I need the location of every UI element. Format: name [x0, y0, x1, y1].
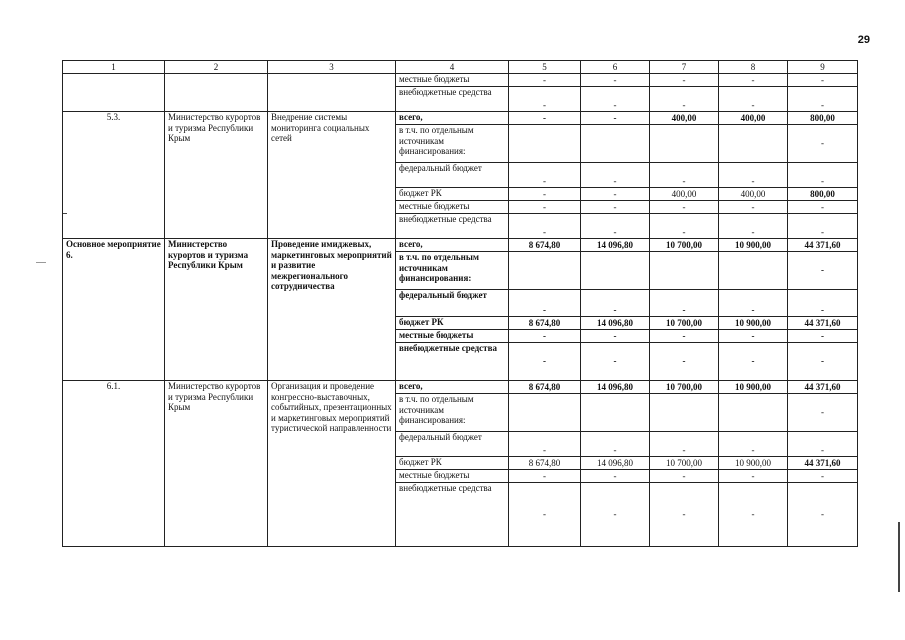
value-cell: - [581, 112, 650, 125]
value-cell [581, 252, 650, 290]
index-cell: 5.3. [63, 112, 165, 239]
value-cell: - [509, 432, 581, 457]
value-cell: 8 674,80 [509, 239, 581, 252]
value-cell: 44 371,60 [788, 317, 858, 330]
value-cell: - [788, 74, 858, 87]
value-cell: - [509, 188, 581, 201]
value-cell: - [581, 330, 650, 343]
value-cell: - [650, 201, 719, 214]
value-cell: - [650, 432, 719, 457]
organization-cell: Министерство курортов и туризма Республики Крым [165, 381, 268, 547]
value-cell: 10 700,00 [650, 381, 719, 394]
value-cell: - [788, 163, 858, 188]
source-label: внебюджетные средства [396, 87, 509, 112]
value-cell: - [581, 87, 650, 112]
header-row [63, 61, 858, 74]
source-label: всего, [396, 112, 509, 125]
value-cell: - [788, 125, 858, 163]
value-cell: - [788, 394, 858, 432]
value-cell: 14 096,80 [581, 239, 650, 252]
header-cell: 2 [165, 61, 268, 74]
value-cell: - [719, 163, 788, 188]
value-cell: - [509, 163, 581, 188]
value-cell: 400,00 [650, 188, 719, 201]
value-cell: - [650, 87, 719, 112]
value-cell: - [719, 432, 788, 457]
source-label: всего, [396, 239, 509, 252]
budget-table [62, 60, 858, 547]
page-number: 29 [857, 34, 870, 46]
source-label: бюджет РК [396, 317, 509, 330]
value-cell: - [581, 188, 650, 201]
source-label: местные бюджеты [396, 470, 509, 483]
value-cell: - [650, 330, 719, 343]
header-cell: 8 [719, 61, 788, 74]
source-label: местные бюджеты [396, 201, 509, 214]
source-label: всего, [396, 381, 509, 394]
value-cell: - [650, 163, 719, 188]
value-cell: - [788, 483, 858, 547]
value-cell: - [509, 214, 581, 239]
value-cell: - [719, 87, 788, 112]
organization-cell: Министерство курортов и туризма Республики Крым [165, 112, 268, 239]
value-cell: - [788, 87, 858, 112]
value-cell: - [788, 252, 858, 290]
value-cell: - [509, 112, 581, 125]
value-cell [719, 394, 788, 432]
source-label: в т.ч. по отдельным источникам финансирования: [396, 394, 509, 432]
source-label: местные бюджеты [396, 74, 509, 87]
value-cell: 400,00 [719, 188, 788, 201]
source-label: бюджет РК [396, 188, 509, 201]
value-cell: - [788, 330, 858, 343]
organization-cell: Министерство курортов и туризма Республики Крым [165, 239, 268, 381]
source-label: внебюджетные средства [396, 343, 509, 381]
source-label: внебюджетные средства [396, 483, 509, 547]
value-cell: - [719, 290, 788, 317]
value-cell [509, 252, 581, 290]
value-cell: - [788, 214, 858, 239]
value-cell: - [581, 432, 650, 457]
value-cell: - [509, 330, 581, 343]
value-cell: - [719, 483, 788, 547]
value-cell: 10 900,00 [719, 239, 788, 252]
activity-cell [268, 74, 396, 112]
value-cell: - [650, 483, 719, 547]
value-cell [719, 125, 788, 163]
value-cell: 800,00 [788, 112, 858, 125]
header-cell: 4 [396, 61, 509, 74]
value-cell: - [719, 470, 788, 483]
table-row [63, 74, 858, 87]
value-cell: 10 700,00 [650, 317, 719, 330]
header-cell: 3 [268, 61, 396, 74]
activity-cell: Организация и проведение конгрессно-выставочных, событийных, презентационных и маркетинговых мероприятий туристической направленности [268, 381, 396, 547]
value-cell: - [788, 201, 858, 214]
value-cell: - [509, 470, 581, 483]
value-cell: - [581, 214, 650, 239]
header-cell: 7 [650, 61, 719, 74]
value-cell: 800,00 [788, 188, 858, 201]
header-cell: 9 [788, 61, 858, 74]
value-cell: - [719, 343, 788, 381]
value-cell: 10 900,00 [719, 457, 788, 470]
index-cell [63, 74, 165, 112]
value-cell: - [509, 87, 581, 112]
value-cell: - [581, 201, 650, 214]
value-cell: - [650, 290, 719, 317]
source-label: внебюджетные средства [396, 214, 509, 239]
value-cell: - [509, 201, 581, 214]
source-label: местные бюджеты [396, 330, 509, 343]
scan-edge-mark [898, 522, 900, 592]
value-cell: 10 700,00 [650, 457, 719, 470]
value-cell: - [509, 74, 581, 87]
value-cell: - [581, 163, 650, 188]
value-cell: 400,00 [719, 112, 788, 125]
value-cell: 10 700,00 [650, 239, 719, 252]
index-cell: 6.1. [63, 381, 165, 547]
activity-cell: Проведение имиджевых, маркетинговых мероприятий и развитие межрегионального сотрудничества [268, 239, 396, 381]
value-cell [509, 394, 581, 432]
value-cell: - [719, 201, 788, 214]
table-row [63, 112, 858, 125]
source-label: в т.ч. по отдельным источникам финансирования: [396, 252, 509, 290]
header-cell: 1 [63, 61, 165, 74]
value-cell [650, 394, 719, 432]
value-cell: - [650, 214, 719, 239]
value-cell: 10 900,00 [719, 317, 788, 330]
source-label: федеральный бюджет [396, 432, 509, 457]
value-cell: - [719, 74, 788, 87]
value-cell: - [788, 343, 858, 381]
value-cell: - [719, 214, 788, 239]
value-cell: - [509, 290, 581, 317]
source-label: федеральный бюджет [396, 290, 509, 317]
activity-cell: Внедрение системы мониторинга социальных сетей [268, 112, 396, 239]
value-cell: - [650, 74, 719, 87]
scan-mark [36, 262, 46, 263]
value-cell [581, 394, 650, 432]
value-cell: - [581, 74, 650, 87]
value-cell: - [581, 290, 650, 317]
value-cell: 8 674,80 [509, 457, 581, 470]
value-cell: 44 371,60 [788, 381, 858, 394]
value-cell: - [650, 343, 719, 381]
value-cell [650, 125, 719, 163]
source-label: федеральный бюджет [396, 163, 509, 188]
index-cell: Основное мероприятие 6. [63, 239, 165, 381]
header-cell: 6 [581, 61, 650, 74]
value-cell: - [509, 343, 581, 381]
source-label: в т.ч. по отдельным источникам финансирования: [396, 125, 509, 163]
value-cell: 8 674,80 [509, 381, 581, 394]
value-cell: 14 096,80 [581, 317, 650, 330]
table-row [63, 239, 858, 252]
value-cell: 10 900,00 [719, 381, 788, 394]
value-cell [581, 125, 650, 163]
value-cell: 44 371,60 [788, 239, 858, 252]
value-cell: - [581, 470, 650, 483]
value-cell: - [650, 470, 719, 483]
header-cell: 5 [509, 61, 581, 74]
value-cell: - [788, 432, 858, 457]
value-cell: - [581, 483, 650, 547]
value-cell: - [788, 290, 858, 317]
organization-cell [165, 74, 268, 112]
value-cell: - [581, 343, 650, 381]
source-label: бюджет РК [396, 457, 509, 470]
value-cell: - [509, 483, 581, 547]
value-cell: - [719, 330, 788, 343]
value-cell [719, 252, 788, 290]
value-cell: 14 096,80 [581, 381, 650, 394]
table-row [63, 381, 858, 394]
value-cell: - [788, 470, 858, 483]
value-cell [650, 252, 719, 290]
value-cell [509, 125, 581, 163]
value-cell: 8 674,80 [509, 317, 581, 330]
value-cell: 44 371,60 [788, 457, 858, 470]
value-cell: 14 096,80 [581, 457, 650, 470]
value-cell: 400,00 [650, 112, 719, 125]
